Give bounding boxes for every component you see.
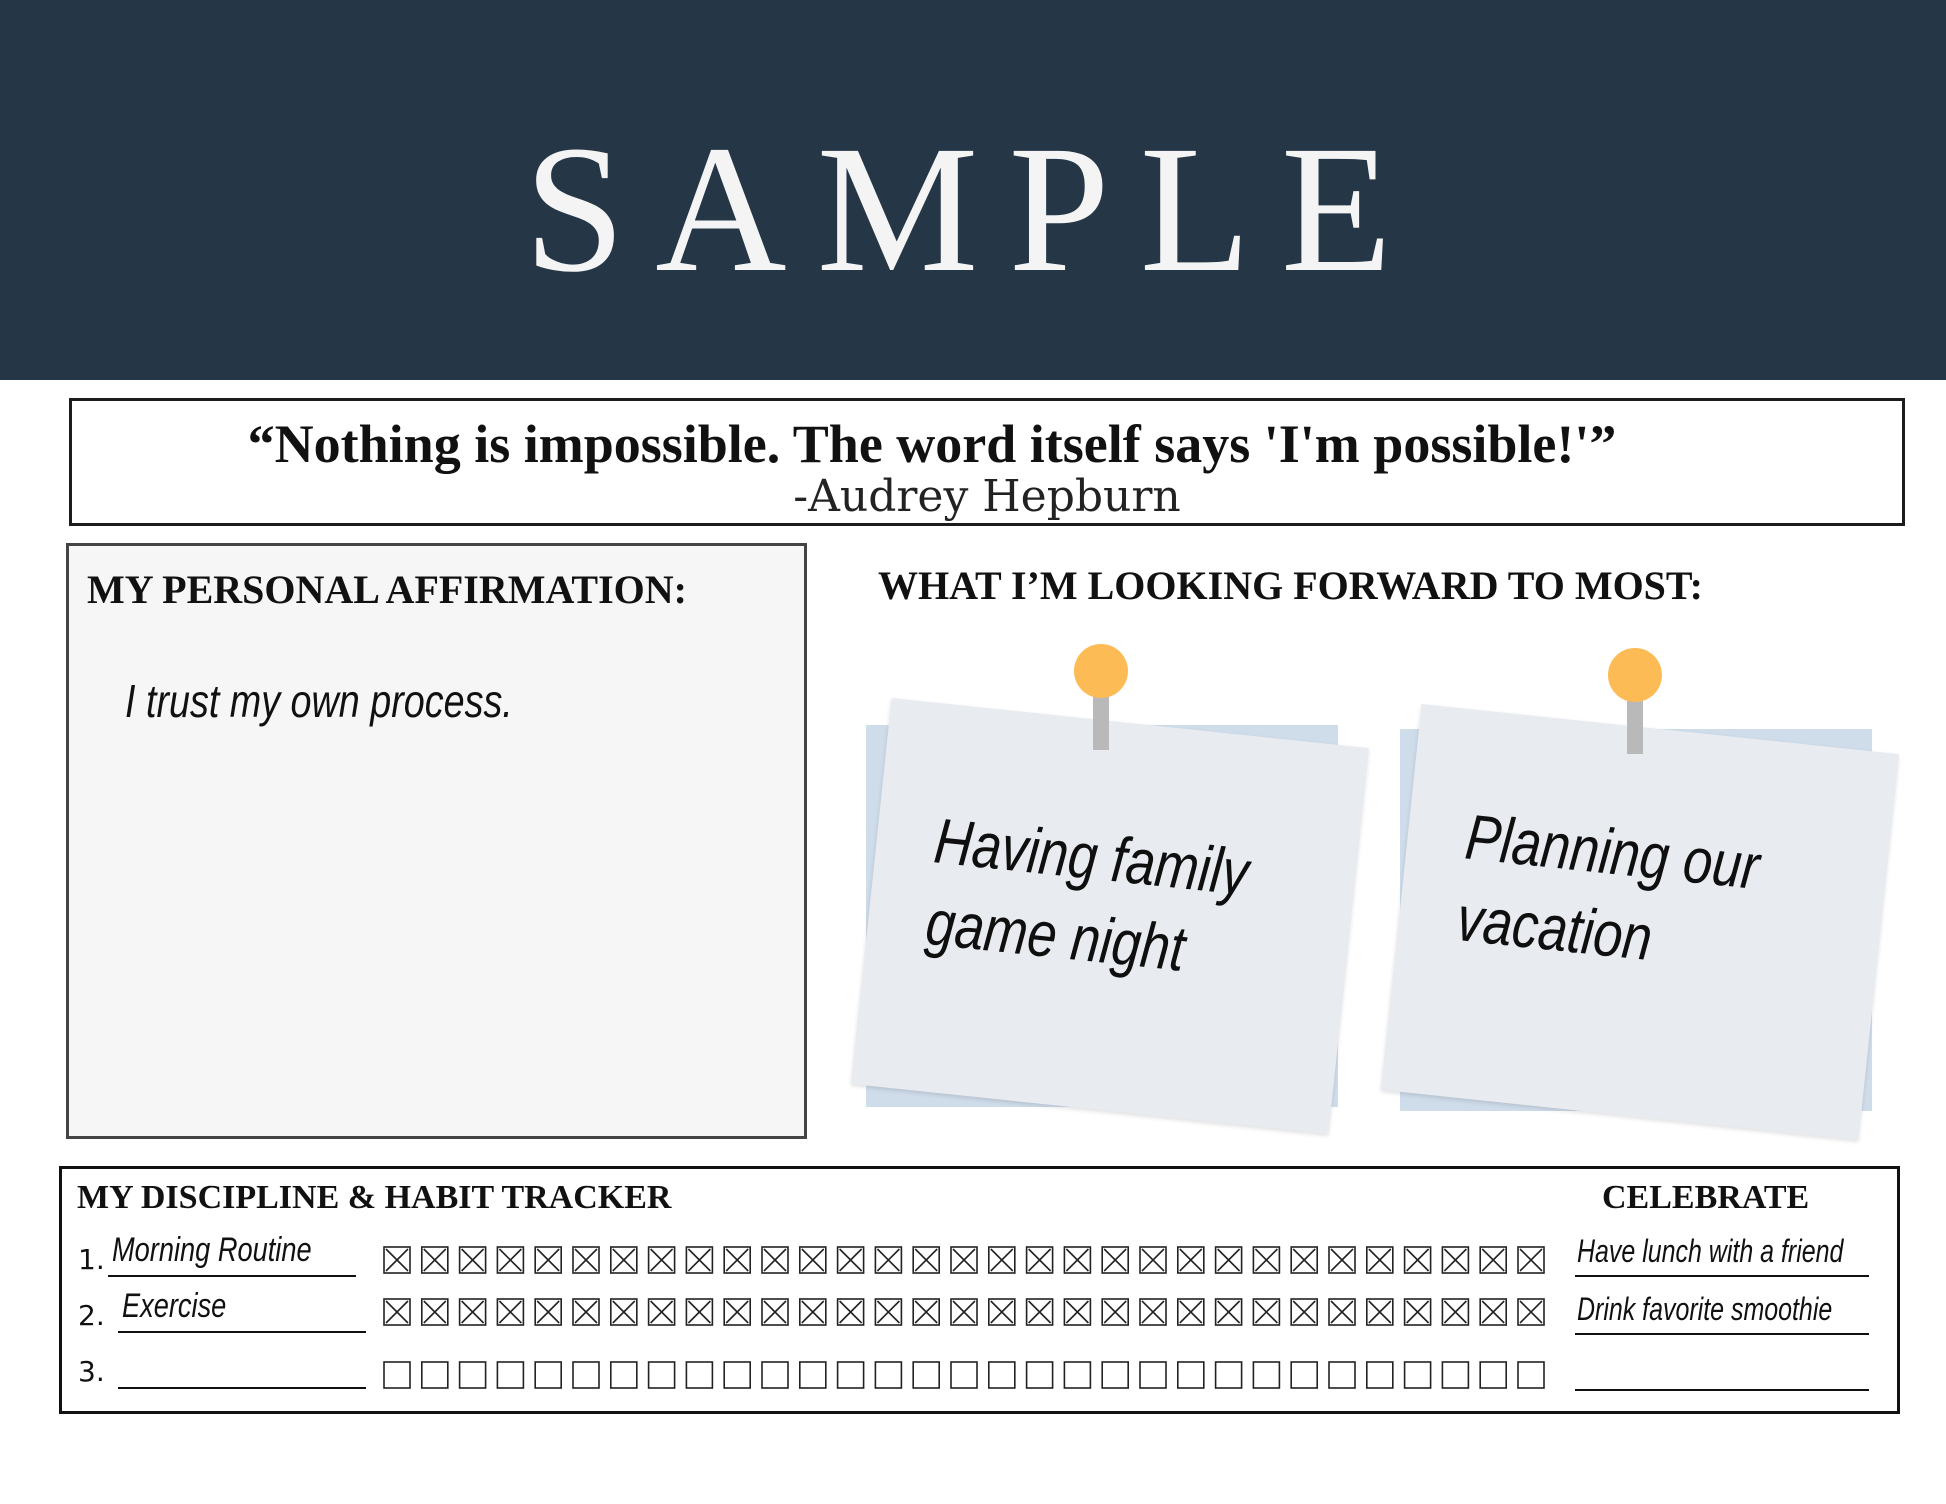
day-checkbox[interactable]	[724, 1299, 750, 1325]
day-checkbox[interactable]	[1518, 1362, 1544, 1388]
sticky-note	[851, 698, 1369, 1134]
day-checkbox[interactable]	[1405, 1362, 1431, 1388]
day-checkbox[interactable]	[800, 1362, 826, 1388]
habit-field[interactable]	[118, 1331, 366, 1333]
day-checkboxes[interactable]	[380, 1296, 1620, 1328]
day-checkbox[interactable]	[384, 1247, 410, 1273]
day-checkbox[interactable]	[422, 1362, 448, 1388]
day-checkbox[interactable]	[1329, 1247, 1355, 1273]
habit-name: Morning Routine	[112, 1231, 312, 1269]
day-checkbox[interactable]	[649, 1362, 675, 1388]
checkmark-x-icon	[424, 1301, 446, 1323]
checkmark-x-icon	[499, 1249, 521, 1271]
row-number: 1.	[78, 1243, 105, 1276]
day-checkbox[interactable]	[686, 1362, 712, 1388]
day-checkbox[interactable]	[838, 1247, 864, 1273]
day-checkbox[interactable]	[1216, 1299, 1242, 1325]
checkmark-x-icon	[764, 1301, 786, 1323]
day-checkbox[interactable]	[1102, 1299, 1128, 1325]
day-checkbox[interactable]	[1216, 1247, 1242, 1273]
banner-title: SAMPLE	[523, 109, 1423, 310]
checkmark-x-icon	[1218, 1249, 1240, 1271]
day-checkbox[interactable]	[989, 1299, 1015, 1325]
day-checkbox[interactable]	[1178, 1299, 1204, 1325]
day-checkbox[interactable]	[1253, 1362, 1279, 1388]
day-checkbox[interactable]	[535, 1299, 561, 1325]
celebrate-field[interactable]	[1575, 1389, 1869, 1391]
checkmark-x-icon	[537, 1301, 559, 1323]
day-checkbox[interactable]	[1442, 1299, 1468, 1325]
day-checkbox[interactable]	[384, 1362, 410, 1388]
note-text[interactable]	[1453, 796, 1763, 990]
day-checkbox[interactable]	[800, 1299, 826, 1325]
checkmark-x-icon	[802, 1301, 824, 1323]
day-checkbox[interactable]	[460, 1362, 486, 1388]
pushpin-icon	[1608, 648, 1662, 702]
day-checkbox[interactable]	[1140, 1362, 1166, 1388]
checkmark-x-icon	[575, 1301, 597, 1323]
day-checkbox[interactable]	[422, 1247, 448, 1273]
day-checkbox[interactable]	[1027, 1362, 1053, 1388]
checkmark-x-icon	[462, 1301, 484, 1323]
day-checkbox[interactable]	[875, 1362, 901, 1388]
checkmark-x-icon	[688, 1301, 710, 1323]
day-checkbox[interactable]	[384, 1299, 410, 1325]
day-checkbox[interactable]	[460, 1299, 486, 1325]
checkmark-x-icon	[1180, 1249, 1202, 1271]
day-checkbox[interactable]	[1027, 1299, 1053, 1325]
sticky-note	[1381, 704, 1899, 1140]
checkmark-x-icon	[802, 1249, 824, 1271]
day-checkbox[interactable]	[838, 1299, 864, 1325]
day-checkbox[interactable]	[1291, 1362, 1317, 1388]
day-checkbox[interactable]	[460, 1247, 486, 1273]
day-checkbox[interactable]	[989, 1247, 1015, 1273]
day-checkbox[interactable]	[686, 1299, 712, 1325]
quote-box	[69, 398, 1905, 526]
day-checkbox[interactable]	[686, 1247, 712, 1273]
celebrate-text: Have lunch with a friend	[1577, 1233, 1844, 1269]
day-checkbox[interactable]	[611, 1362, 637, 1388]
day-checkbox[interactable]	[573, 1247, 599, 1273]
day-checkbox[interactable]	[1064, 1362, 1090, 1388]
quote-author: -Audrey Hepburn	[793, 471, 1181, 522]
day-checkbox[interactable]	[913, 1247, 939, 1273]
note-line-2: vacation	[1453, 882, 1656, 975]
checkmark-x-icon	[651, 1301, 673, 1323]
day-checkbox[interactable]	[535, 1362, 561, 1388]
checkmark-x-icon	[1066, 1249, 1088, 1271]
checkmark-x-icon	[1369, 1301, 1391, 1323]
celebrate-field[interactable]	[1575, 1333, 1869, 1335]
habit-name: Exercise	[122, 1287, 227, 1325]
day-checkbox[interactable]	[724, 1247, 750, 1273]
day-checkbox[interactable]	[1518, 1247, 1544, 1273]
day-checkbox[interactable]	[1367, 1362, 1393, 1388]
day-checkbox[interactable]	[724, 1362, 750, 1388]
day-checkbox[interactable]	[497, 1247, 523, 1273]
celebrate-heading: CELEBRATE	[1602, 1179, 1810, 1216]
day-checkbox[interactable]	[1140, 1299, 1166, 1325]
day-checkbox[interactable]	[1480, 1299, 1506, 1325]
day-checkbox[interactable]	[422, 1299, 448, 1325]
checkmark-x-icon	[953, 1301, 975, 1323]
day-checkboxes[interactable]	[380, 1244, 1620, 1276]
day-checkbox[interactable]	[573, 1299, 599, 1325]
pin-stem	[1093, 690, 1109, 750]
checkmark-x-icon	[1482, 1301, 1504, 1323]
checkmark-x-icon	[1520, 1249, 1542, 1271]
row-number: 2.	[78, 1299, 105, 1332]
day-checkbox[interactable]	[1064, 1299, 1090, 1325]
day-checkbox[interactable]	[951, 1247, 977, 1273]
day-checkbox[interactable]	[535, 1247, 561, 1273]
day-checkbox[interactable]	[1367, 1247, 1393, 1273]
checkmark-x-icon	[613, 1301, 635, 1323]
checkmark-x-icon	[1142, 1249, 1164, 1271]
checkmark-x-icon	[424, 1249, 446, 1271]
celebrate-field[interactable]	[1575, 1275, 1869, 1277]
checkmark-x-icon	[726, 1301, 748, 1323]
checkmark-x-icon	[613, 1249, 635, 1271]
checkmark-x-icon	[1104, 1249, 1126, 1271]
day-checkbox[interactable]	[1480, 1362, 1506, 1388]
day-checkbox[interactable]	[951, 1299, 977, 1325]
day-checkbox[interactable]	[1102, 1247, 1128, 1273]
checkmark-x-icon	[991, 1249, 1013, 1271]
day-checkbox[interactable]	[951, 1362, 977, 1388]
checkmark-x-icon	[1407, 1249, 1429, 1271]
note-line-2: game night	[922, 886, 1189, 985]
day-checkbox[interactable]	[875, 1247, 901, 1273]
tracker-title: MY DISCIPLINE & HABIT TRACKER	[77, 1179, 672, 1216]
checkmark-x-icon	[537, 1249, 559, 1271]
day-checkbox[interactable]	[800, 1247, 826, 1273]
day-checkbox[interactable]	[762, 1362, 788, 1388]
day-checkbox[interactable]	[1518, 1299, 1544, 1325]
checkmark-x-icon	[840, 1249, 862, 1271]
day-checkbox[interactable]	[611, 1247, 637, 1273]
checkmark-x-icon	[1331, 1249, 1353, 1271]
day-checkbox[interactable]	[1405, 1299, 1431, 1325]
day-checkbox[interactable]	[1480, 1247, 1506, 1273]
day-checkbox[interactable]	[649, 1247, 675, 1273]
checkmark-x-icon	[877, 1249, 899, 1271]
checkmark-x-icon	[386, 1249, 408, 1271]
affirmation-text[interactable]: I trust my own process.	[125, 675, 513, 727]
checkmark-x-icon	[499, 1301, 521, 1323]
checkmark-x-icon	[840, 1301, 862, 1323]
day-checkbox[interactable]	[1253, 1299, 1279, 1325]
looking-forward-heading: WHAT I’M LOOKING FORWARD TO MOST:	[878, 563, 1703, 608]
day-checkbox[interactable]	[1405, 1247, 1431, 1273]
checkmark-x-icon	[575, 1249, 597, 1271]
day-checkbox[interactable]	[1291, 1247, 1317, 1273]
checkmark-x-icon	[462, 1249, 484, 1271]
day-checkbox[interactable]	[1027, 1247, 1053, 1273]
celebrate-text: Drink favorite smoothie	[1577, 1291, 1833, 1327]
day-checkbox[interactable]	[497, 1362, 523, 1388]
header-banner	[0, 0, 1946, 380]
checkmark-x-icon	[991, 1301, 1013, 1323]
day-checkbox[interactable]	[1216, 1362, 1242, 1388]
affirmation-heading: MY PERSONAL AFFIRMATION:	[87, 567, 687, 612]
checkmark-x-icon	[688, 1249, 710, 1271]
checkmark-x-icon	[915, 1249, 937, 1271]
checkmark-x-icon	[915, 1301, 937, 1323]
checkmark-x-icon	[726, 1249, 748, 1271]
checkmark-x-icon	[1293, 1301, 1315, 1323]
day-checkbox[interactable]	[1367, 1299, 1393, 1325]
pin-stem	[1627, 694, 1643, 754]
checkmark-x-icon	[953, 1249, 975, 1271]
row-number: 3.	[78, 1355, 105, 1388]
checkmark-x-icon	[1444, 1301, 1466, 1323]
day-checkbox[interactable]	[1291, 1299, 1317, 1325]
checkmark-x-icon	[1369, 1249, 1391, 1271]
day-checkbox[interactable]	[497, 1299, 523, 1325]
checkmark-x-icon	[764, 1249, 786, 1271]
checkmark-x-icon	[1482, 1249, 1504, 1271]
note-text[interactable]	[922, 800, 1252, 996]
day-checkbox[interactable]	[762, 1247, 788, 1273]
day-checkbox[interactable]	[913, 1299, 939, 1325]
checkmark-x-icon	[877, 1301, 899, 1323]
day-checkbox[interactable]	[1064, 1247, 1090, 1273]
note-line-1: Having family	[931, 804, 1252, 910]
day-checkbox[interactable]	[1442, 1362, 1468, 1388]
checkmark-x-icon	[1066, 1301, 1088, 1323]
pushpin-icon	[1074, 644, 1128, 698]
day-checkbox[interactable]	[838, 1362, 864, 1388]
checkmark-x-icon	[1255, 1301, 1277, 1323]
day-checkbox[interactable]	[1329, 1299, 1355, 1325]
habit-field[interactable]	[108, 1275, 356, 1277]
quote-text: “Nothing is impossible. The word itself says 'I'm possible!'”	[247, 414, 1617, 474]
note-line-1: Planning our	[1462, 800, 1763, 903]
day-checkbox[interactable]	[1140, 1247, 1166, 1273]
day-checkbox[interactable]	[1442, 1247, 1468, 1273]
day-checkbox[interactable]	[762, 1299, 788, 1325]
day-checkbox[interactable]	[1253, 1247, 1279, 1273]
checkmark-x-icon	[1520, 1301, 1542, 1323]
day-checkbox[interactable]	[1102, 1362, 1128, 1388]
day-checkbox[interactable]	[913, 1362, 939, 1388]
checkmark-x-icon	[1218, 1301, 1240, 1323]
checkmark-x-icon	[1029, 1249, 1051, 1271]
day-checkbox[interactable]	[573, 1362, 599, 1388]
checkmark-x-icon	[1444, 1249, 1466, 1271]
day-checkbox[interactable]	[1178, 1247, 1204, 1273]
day-checkboxes[interactable]	[380, 1359, 1620, 1391]
checkmark-x-icon	[1029, 1301, 1051, 1323]
day-checkbox[interactable]	[1178, 1362, 1204, 1388]
habit-tracker	[59, 1166, 1900, 1414]
checkmark-x-icon	[1293, 1249, 1315, 1271]
affirmation-panel	[66, 543, 807, 1139]
checkmark-x-icon	[1180, 1301, 1202, 1323]
checkmark-x-icon	[1255, 1249, 1277, 1271]
checkmark-x-icon	[1407, 1301, 1429, 1323]
habit-field[interactable]	[118, 1387, 366, 1389]
checkmark-x-icon	[1142, 1301, 1164, 1323]
day-checkbox[interactable]	[649, 1299, 675, 1325]
checkmark-x-icon	[1104, 1301, 1126, 1323]
day-checkbox[interactable]	[875, 1299, 901, 1325]
checkmark-x-icon	[651, 1249, 673, 1271]
checkmark-x-icon	[386, 1301, 408, 1323]
day-checkbox[interactable]	[611, 1299, 637, 1325]
checkmark-x-icon	[1331, 1301, 1353, 1323]
day-checkbox[interactable]	[1329, 1362, 1355, 1388]
day-checkbox[interactable]	[989, 1362, 1015, 1388]
